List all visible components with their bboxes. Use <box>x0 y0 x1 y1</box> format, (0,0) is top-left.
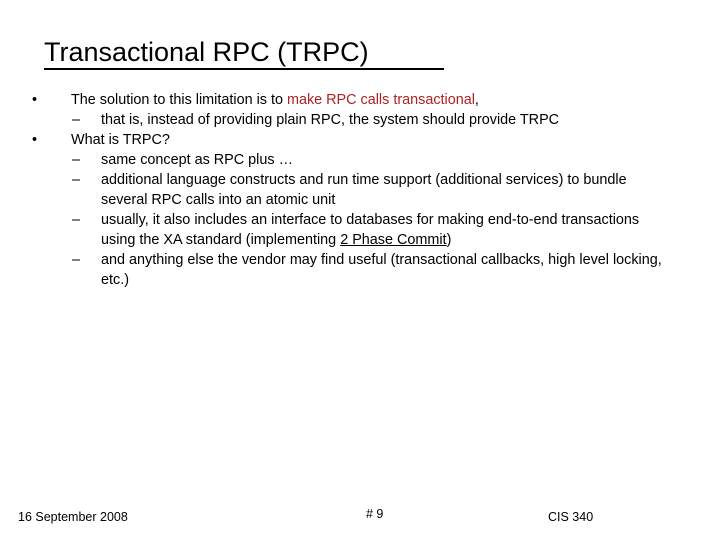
bullet-item-2 <box>30 130 670 150</box>
title-underline <box>44 68 444 70</box>
bullet-marker: • <box>32 92 38 108</box>
bullet-text: What is TRPC? <box>71 132 170 148</box>
sub-item-4 <box>30 210 670 250</box>
sub-item-5 <box>30 250 670 290</box>
sub-item-text: that is, instead of providing plain RPC, the system should provide TRPC <box>101 112 560 128</box>
highlighted-phrase: make RPC calls transactional <box>286 92 475 108</box>
sub-item-3 <box>30 170 670 210</box>
footer-date: 16 September 2008 <box>18 510 128 524</box>
sub-item-text: ) <box>446 232 452 248</box>
dash-marker: – <box>72 212 81 228</box>
bullet-text: The solution to this limitation is to <box>71 92 287 108</box>
slide-body <box>30 90 670 290</box>
bullet-text: , <box>474 92 479 108</box>
dash-marker: – <box>72 112 81 128</box>
sub-item-text: and anything else the vendor may find useful (transactional callbacks, high level locking, etc.) <box>101 252 662 288</box>
page-number: # 9 <box>366 507 384 521</box>
dash-marker: – <box>72 252 81 268</box>
sub-item-2 <box>30 150 670 170</box>
bullet-marker: • <box>32 132 38 148</box>
sub-item-text: same concept as RPC plus … <box>101 152 293 168</box>
footer-course: CIS 340 <box>548 510 594 524</box>
slide-title: Transactional RPC (TRPC) <box>44 37 369 67</box>
two-phase-commit-link[interactable]: 2 Phase Commit <box>340 232 447 248</box>
dash-marker: – <box>72 152 81 168</box>
bullet-item-1 <box>30 90 670 110</box>
dash-marker: – <box>72 172 81 188</box>
sub-item-text: usually, it also includes an interface to databases for making end-to-end transactions using the XA standard (implementing <box>101 212 640 248</box>
sub-item-1 <box>30 110 670 130</box>
sub-item-text: additional language constructs and run time support (additional services) to bundle several RPC calls into an atomic unit <box>101 172 627 208</box>
